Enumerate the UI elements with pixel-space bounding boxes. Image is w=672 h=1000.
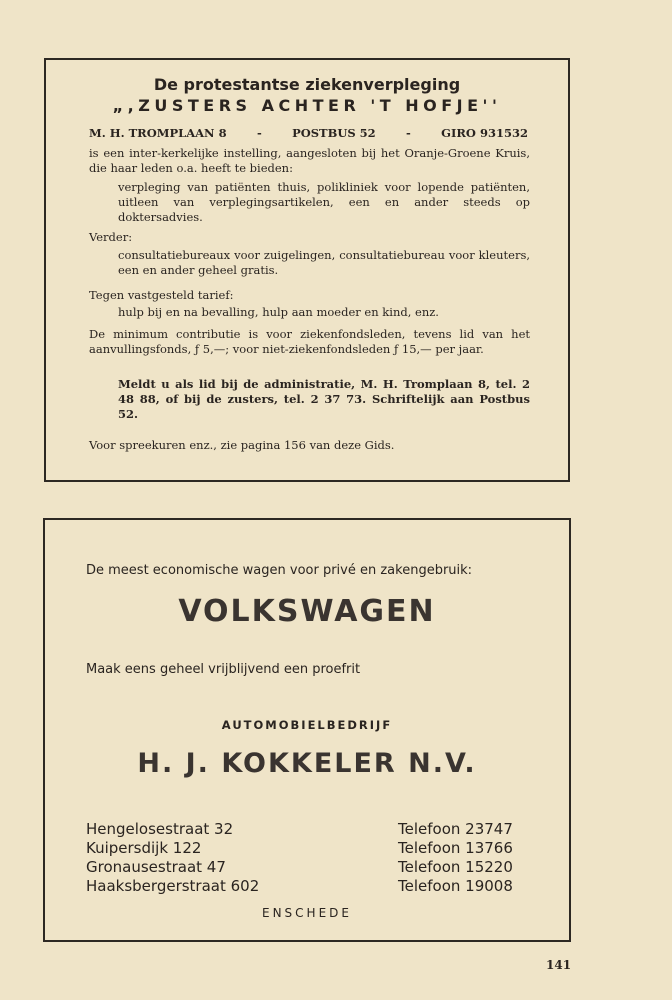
ad1-tariff: hulp bij en na bevalling, hulp aan moeder en kind, enz. (118, 305, 439, 319)
ad1-further-label: Verder: (89, 230, 133, 244)
nursing-advertisement (44, 58, 570, 482)
phone-line: Telefoon 19008 (398, 877, 513, 895)
address-line: Kuipersdijk 122 (86, 839, 202, 857)
ad2-city: ENSCHEDE (262, 906, 352, 920)
ad1-offer: verpleging van patiënten thuis, polikliniek voor lopende patiënten, uitleen van verplegingsartikelen, een en ander steeds op doktersadvies. (118, 180, 530, 224)
address-line: Hengelosestraat 32 (86, 820, 234, 838)
ad1-further: consultatiebureaux voor zuigelingen, consultatiebureau voor kleuters, een en ander geheel gratis. (118, 248, 530, 277)
ad1-contribution: De minimum contributie is voor ziekenfondsleden, tevens lid van het aanvullingsfonds, ƒ 5,—; voor niet-ziekenfondsleden ƒ 15,— per jaar. (89, 327, 530, 356)
volkswagen-advertisement (43, 518, 571, 942)
ad1-sep: - (256, 126, 262, 140)
ad1-tariff-label: Tegen vastgesteld tarief: (89, 288, 234, 302)
ad1-giro: GIRO 931532 (441, 126, 528, 140)
page-number: 141 (546, 958, 572, 972)
ad1-title: De protestantse ziekenverpleging (153, 75, 461, 94)
address-line: Haaksbergerstraat 602 (86, 877, 260, 895)
ad1-sep: - (406, 126, 411, 140)
ad1-street: M. H. TROMPLAAN 8 (89, 126, 227, 140)
ad2-company-type: AUTOMOBIELBEDRIJF (221, 718, 393, 732)
ad1-register: Meldt u als lid bij de administratie, M. H. Tromplaan 8, tel. 2 48 88, of bij de zusters, tel. 2 37 73. Schriftelijk aan Postbus 52. (118, 377, 530, 421)
ad2-trial: Maak eens geheel vrijblijvend een proefrit (86, 662, 361, 677)
ad1-intro: is een inter-kerkelijke instelling, aangesloten bij het Oranje-Groene Kruis, die haar leden o.a. heeft te bieden: (89, 146, 530, 175)
ad2-phone-list (398, 820, 513, 896)
phone-line: Telefoon 13766 (398, 839, 513, 857)
ad1-hours: Voor spreekuren enz., zie pagina 156 van deze Gids. (89, 438, 395, 452)
address-line: Gronausestraat 47 (86, 858, 226, 876)
ad2-intro: De meest economische wagen voor privé en zakengebruik: (86, 563, 473, 578)
phone-line: Telefoon 23747 (398, 820, 513, 838)
ad2-address-list (86, 820, 259, 896)
ad2-brand: VOLKSWAGEN (178, 594, 436, 629)
phone-line: Telefoon 15220 (398, 858, 513, 876)
ad1-subtitle: „,ZUSTERS ACHTER 'T HOFJE'' (112, 96, 502, 115)
ad1-address-line (89, 126, 528, 141)
ad2-company: H. J. KOKKELER N.V. (137, 748, 477, 779)
ad1-postbus: POSTBUS 52 (292, 126, 376, 140)
